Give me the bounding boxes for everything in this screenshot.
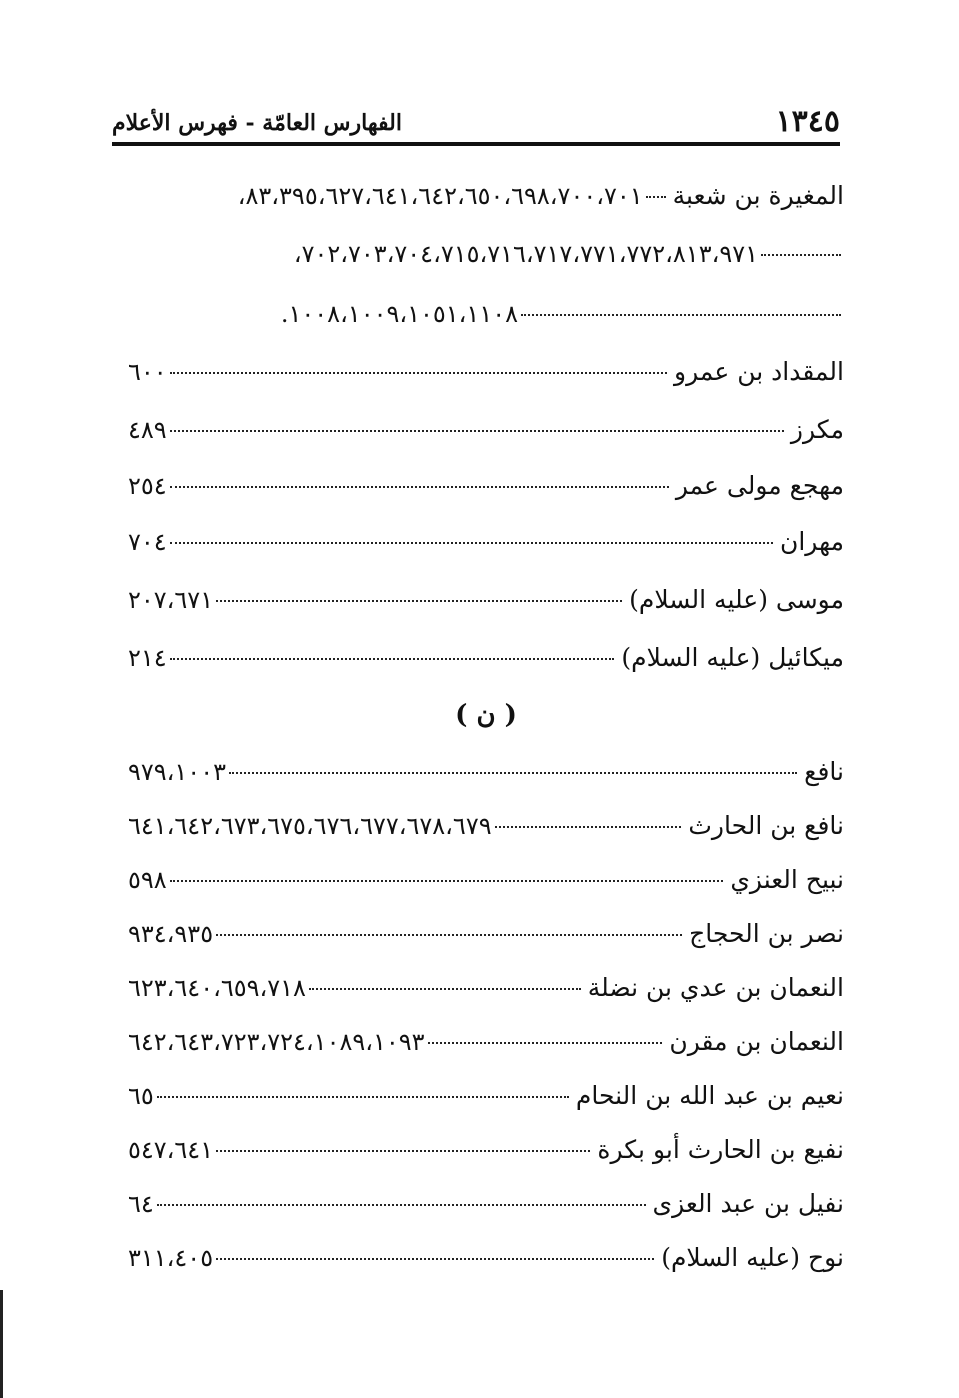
entry-pages: ٥٩٨ <box>128 866 167 894</box>
entry-pages: ١٠٠٨،١٠٠٩،١٠٥١،١١٠٨. <box>280 300 518 328</box>
dot-leader <box>309 987 581 990</box>
entry-name: موسى (عليه السلام) <box>629 585 844 614</box>
entry-name: النعمان بن مقرن <box>669 1027 844 1056</box>
dot-leader <box>170 485 669 488</box>
index-entry-continuation <box>128 234 844 274</box>
entry-pages: ٩٣٤،٩٣٥ <box>128 920 214 948</box>
entry-name: نفيل بن عبد العزى <box>652 1189 844 1218</box>
index-entry <box>128 1130 844 1170</box>
page-number: ١٣٤٥ <box>775 104 840 139</box>
entry-pages: ٦٠٠ <box>128 358 167 386</box>
section-letter-heading: ( ن ) <box>455 700 517 730</box>
dot-leader <box>216 599 622 602</box>
dot-leader <box>170 541 773 544</box>
scan-edge-mark <box>0 1290 3 1398</box>
index-entry <box>128 968 844 1008</box>
dot-leader <box>428 1041 663 1044</box>
dot-leader <box>646 195 666 198</box>
entry-pages: ٦٥ <box>128 1082 154 1110</box>
entry-pages: ٢١٤ <box>128 644 167 672</box>
index-entry <box>128 860 844 900</box>
dot-leader <box>170 657 615 660</box>
entry-name: مكرز <box>790 415 844 444</box>
entry-pages: ٦٢٣،٦٤٠،٦٥٩،٧١٨ <box>128 974 306 1002</box>
dot-leader <box>216 1257 654 1260</box>
entry-pages: ٢٥٤ <box>128 472 167 500</box>
entry-pages: ٦٤ <box>128 1190 154 1218</box>
dot-leader <box>761 253 841 256</box>
entry-pages: ٧٠٤ <box>128 528 167 556</box>
index-entry <box>128 1238 844 1278</box>
index-entry-continuation <box>128 294 844 334</box>
dot-leader <box>495 825 682 828</box>
index-entry <box>128 752 844 792</box>
index-entry <box>128 1022 844 1062</box>
entry-name: ميكائيل (عليه السلام) <box>621 643 844 672</box>
index-entry <box>128 466 844 506</box>
index-entry <box>128 1076 844 1116</box>
index-entry <box>128 914 844 954</box>
entry-name: نافع <box>804 757 844 786</box>
entry-name: نافع بن الحارث <box>688 811 844 840</box>
running-title: الفهارس العامّة - فهرس الأعلام <box>112 110 402 136</box>
entry-name: مهران <box>779 527 844 556</box>
entry-pages: ٧٠٢،٧٠٣،٧٠٤،٧١٥،٧١٦،٧١٧،٧٧١،٧٧٢،٨١٣،٩٧١، <box>293 240 758 268</box>
entry-name: المقداد بن عمرو <box>674 357 844 386</box>
index-entry <box>128 580 844 620</box>
index-entry <box>128 806 844 846</box>
index-entry <box>128 176 844 216</box>
entry-pages: ٦٤٢،٦٤٣،٧٢٣،٧٢٤،١٠٨٩،١٠٩٣ <box>128 1028 425 1056</box>
index-entry <box>128 1184 844 1224</box>
dot-leader <box>157 1095 569 1098</box>
dot-leader <box>170 879 724 882</box>
entry-pages: ٢٠٧،٦٧١ <box>128 586 214 614</box>
index-entry <box>128 352 844 392</box>
header-rule <box>112 142 840 146</box>
dot-leader <box>170 371 667 374</box>
entry-name: مهجع مولى عمر <box>675 471 844 500</box>
index-entry <box>128 638 844 678</box>
entry-name: نعيم بن عبد الله بن النحام <box>575 1081 844 1110</box>
index-entry <box>128 410 844 450</box>
entry-name: نصر بن الحجاج <box>689 919 844 948</box>
entry-name: المغيرة بن شعبة <box>672 181 844 210</box>
entry-name: نوح (عليه السلام) <box>661 1243 844 1272</box>
entry-pages: ٤٨٩ <box>128 416 167 444</box>
entry-pages: ٥٤٧،٦٤١ <box>128 1136 214 1164</box>
index-entry <box>128 522 844 562</box>
entry-name: النعمان بن عدي بن نضلة <box>587 973 844 1002</box>
dot-leader <box>521 313 841 316</box>
page-header <box>112 96 840 146</box>
dot-leader <box>157 1203 646 1206</box>
entry-pages: ٦٤١،٦٤٢،٦٧٣،٦٧٥،٦٧٦،٦٧٧،٦٧٨،٦٧٩ <box>128 812 492 840</box>
entry-name: نبيح العنزي <box>730 865 844 894</box>
dot-leader <box>170 429 784 432</box>
dot-leader <box>216 933 682 936</box>
entry-pages: ٣١١،٤٠٥ <box>128 1244 214 1272</box>
entry-pages: ٨٣،٣٩٥،٦٢٧،٦٤١،٦٤٢،٦٥٠،٦٩٨،٧٠٠،٧٠١، <box>237 182 643 210</box>
dot-leader <box>229 771 797 774</box>
dot-leader <box>216 1149 590 1152</box>
entry-pages: ٩٧٩،١٠٠٣ <box>128 758 226 786</box>
entry-name: نفيع بن الحارث أبو بكرة <box>597 1135 844 1164</box>
